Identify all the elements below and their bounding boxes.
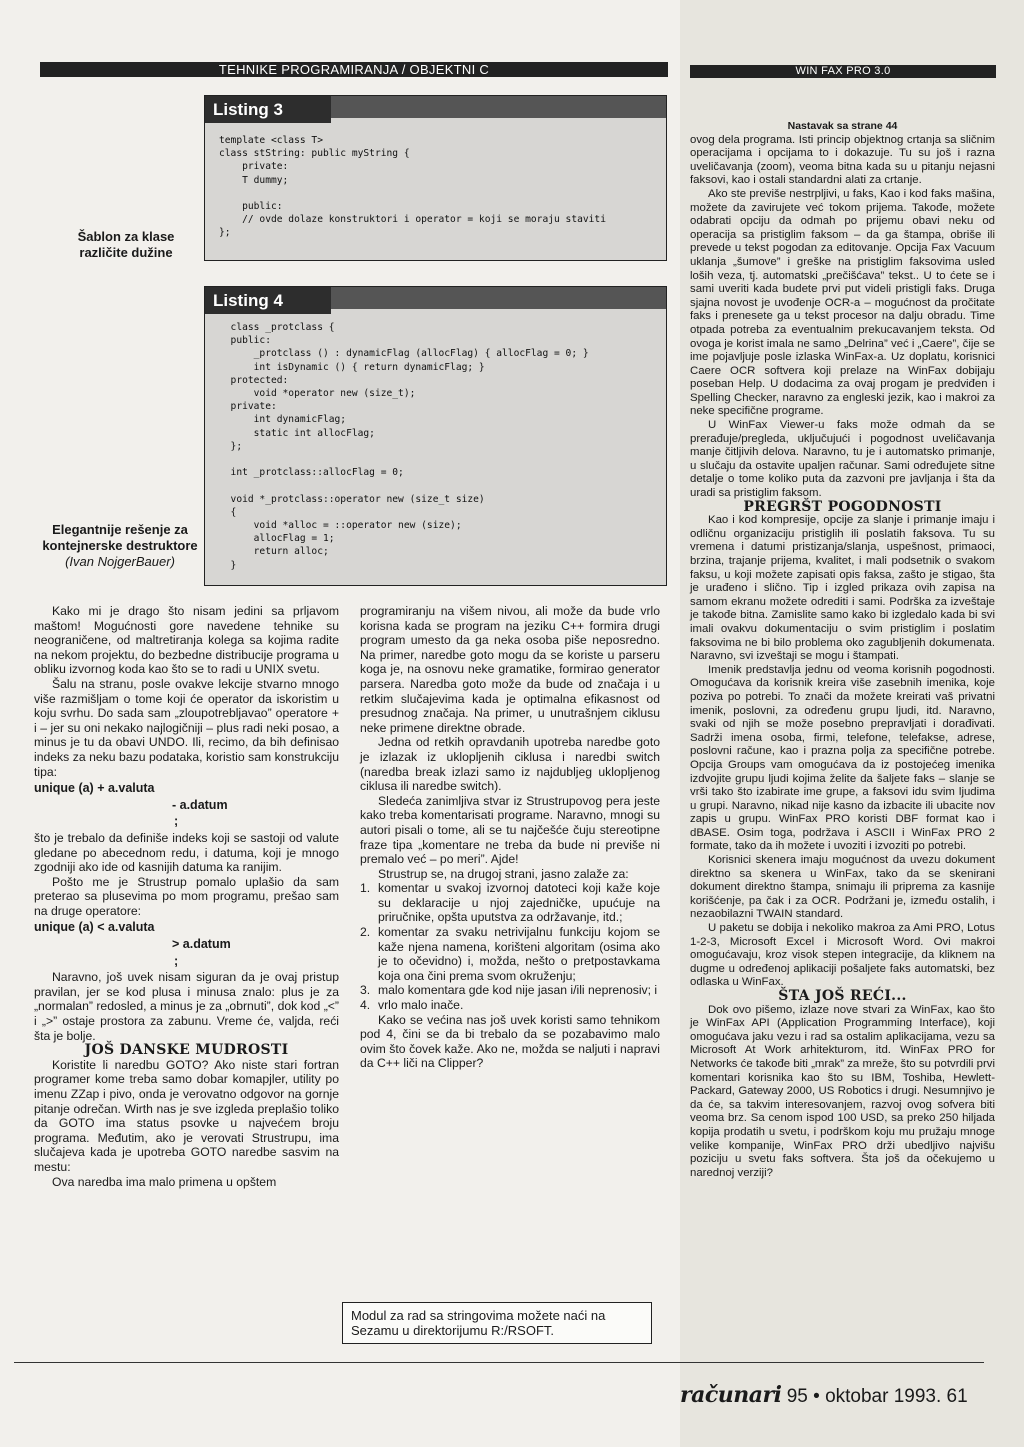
paragraph: U WinFax Viewer-u faks može odmah da se prerađuje/pregleda, uključujući i pogodnost uveličavanja manje čitljivih delova. Naravno, tu je i automatsko primanje, u slučaju da ostavite upaljen računar. Sami određujete sitne detalje o tome koliko puta da zazvoni pre javljanja i šta da uradi sa pristiglim faksom.: [690, 419, 995, 500]
paragraph: Pošto me je Strustrup pomalo uplašio da sam preterao sa plusevima po mom programu, prešao sam na druge operatore:: [34, 874, 339, 918]
paragraph: programiranju na višem nivou, ali može da bude vrlo korisna kada se program na jeziku C++ formira drugi program umesto da ga neka osoba piše neposredno. Na primer, naredbe goto mogu da se koriste u parseru koga je, na osnovu neke gramatike, formirao generator parsera. Naredba goto može da bude od značaja i u retkim slučajevima kada je optimalna efikasnost od presudnog značaja. Na primer, u unutrašnjem ciklusu neke primene direktne obrade.: [360, 604, 660, 735]
paragraph: Naravno, još uvek nisam siguran da je ovaj pristup pravilan, jer se kod plusa i minusa znalo: plus je za „normalan” redosled, a minus je za „obrnuti”, dok kod „<” i „>” ostaje prostora za zabunu. Vreme će, valjda, reći šta je bolje.: [34, 970, 339, 1043]
paragraph: Sledeća zanimljiva stvar iz Strustrupovog pera jeste kako treba komentarisati programe. Naravno, mnogi su autori pisali o tome, ali se tu najčešće čuju stereotipne fraze tipa „komentare ne treba da bude ni previše ni premalo već – po meri”. Ajde!: [360, 793, 660, 867]
section-heading: PREGRŠT POGODNOSTI: [743, 498, 942, 515]
section-header-left: TEHNIKE PROGRAMIRANJA / OBJEKTNI C: [40, 62, 668, 77]
right-text-column: [690, 120, 995, 1180]
page-footer: [680, 1382, 968, 1408]
caption-elegant-author: (Ivan NojgerBauer): [65, 554, 175, 569]
listing-3-title: Listing 3: [205, 96, 331, 123]
paragraph: Kako se većina nas još uvek koristi samo tehnikom pod 4, čini se da bi trebalo da se pozabavimo malo ovim što čovek kaže. Ako ne, možda se naljuti i napravi da C++ liči na Clipper?: [360, 1012, 660, 1071]
paragraph: Koristite li naredbu GOTO? Ako niste stari fortran programer kome treba samo dobar komapjler, utility po imenu ZZap i pivo, onda je verovatno odgovor na gornje pitanje odrečan. Wirth nas je sve izgleda preplašio toliko da GOTO ima status psovke u najvećem broju programa. Međutim, ako je verovati Strustrupu, ima slučajeva kada je upotreba GOTO naredbe sasvim na mestu:: [34, 1057, 339, 1174]
paragraph: Strustrup se, na drugoj strani, jasno zalaže za:: [378, 866, 629, 881]
listing-4-code: class _protclass { public: _protclass () : dynamicFlag (allocFlag) { allocFlag = 0; } int isDynamic () { return dynamicFlag; } protected: void *operator new (size_t); private: int dynamicFlag; static int allocFlag; }; int _protclass::allocFlag = 0; void *_protclass::operator new (size_t size) { void *alloc = ::operator new (size); allocFlag = 1; return alloc; }: [230, 322, 589, 571]
listing-4-title: Listing 4: [205, 287, 331, 314]
paragraph: Kao i kod kompresije, opcije za slanje i primanje imaju i odličnu organizaciju pristiglih ili poslatih faksova. Tu su vremena i datumi pristizanja/slanja, uspešnost, primaoci, brzina, trajanje prijema, kvalitet, i mali podsetnik o svakom faksu, u koji možete zapisati opis faksa, zašto je stigao, šta je urađeno i slično. Tip i izgled prikaza ovih zapisa na samom ekranu možete odrediti i sami. Podrška za izveštaje je takođe bitna. Zamislite samo kako bi izgledalo kada bi svi imali ovakvu dokumentaciju o svim pristiglim i poslatim faksovima ne bi bilo problema oko zagubljenih dokumenata. Naravno, svi izveštaji se mogu i štampati.: [690, 514, 995, 663]
footer-bullet: •: [813, 1386, 820, 1407]
paragraph: Jedna od retkih opravdanih upotreba naredbe goto je izlazak iz uklopljenih ciklusa i naredbi switch (naredba break izlazi samo iz najdubljeg uklopljenog ciklusa ili naredbe switch).: [360, 735, 660, 794]
code-line: unique (a) < a.valuta: [34, 920, 155, 935]
paragraph: Ova naredba ima malo primena u opštem: [52, 1174, 277, 1189]
listing-4-title-bar: [331, 287, 666, 309]
section-heading: ŠTA JOŠ REĆI...: [778, 988, 907, 1004]
paragraph: ovog dela programa. Isti princip objektnog crtanja sa sličnim operacijama i opcijama to i dokazuje. Tu su još i razna uveličavanja (zoom), veoma bitna kada su u pitanju nejasni faksovi, kao i ostali standardni alati za crtanje.: [690, 133, 995, 187]
paragraph: U paketu se dobija i nekoliko makroa za Ami PRO, Lotus 1-2-3, Microsoft Excel i Microsoft Word. Ovi makroi omogućavaju, kroz visok stepen integracije, da kliknem na dugme u određenoj aplikaciji pošaljete faks automatski, bez odlaska u WinFax.: [690, 922, 995, 989]
paragraph: Kako mi je drago što nisam jedini sa prljavom maštom! Mogućnosti gore navedene tehnike su neograničene, od maltretiranja kolega sa kojima radite na nekom projektu, do bezbedne distribucije programa u obliku izvornog koda kao što se to radi u UNIX svetu.: [34, 604, 339, 677]
code-line: unique (a) + a.valuta: [34, 781, 155, 796]
caption-sablon: Šablon za klase različite dužine: [77, 229, 175, 260]
footer-rule: [14, 1362, 984, 1363]
paragraph: Šalu na stranu, posle ovakve lekcije stvarno mnogo više razmišljam o tome koji će operator da iskoristim u koju svrhu. Do sada sam „zloupotrebljavao” operatore + i – jer su oni nekako najlogičniji – plus radi neki posao, a minus je tu da obavi UNDO. Ili, recimo, da bih definisao indeks za neku bazu podataka, koristio sam konstrukciju tipa:: [34, 676, 339, 779]
list-item: 4. vrlo malo inače.: [360, 998, 464, 1013]
note-box: Modul za rad sa stringovima možete naći na Sezamu u direktorijumu R:/RSOFT.: [342, 1302, 652, 1344]
code-line: ;: [174, 953, 179, 968]
listing-3-title-bar: [331, 96, 666, 118]
list-item: 1. komentar u svakoj izvornoj datoteci koji kaže koje su deklaracije u njoj zajedničke, upućuje na priručnike, opšta uputstva za održavanje, itd.;: [360, 881, 660, 925]
code-line: ;: [174, 814, 179, 829]
paragraph: Imenik predstavlja jednu od veoma korisnih pogodnosti. Omogućava da korisnik kreira više zasebnih imenika, koje poziva po potrebi. To znači da možete kreirati vaš privatni imenik, poslovni, za određenu grupu ljudi, itd. Naravno, svaki od njih se može posebno prepravljati i dorađivati. Sadrži imena osoba, firmi, telefone, telefakse, adrese, poslovni račune, kao i prazna polja za specifične potrebe. Opcija Groups vam omogućava da iz postojećeg imenika izdvojite grupu ljudi kojima želite da šaljete faks – slanje se vrši tako što izabirate ime grupe, a faksovi idu svim ljudima u grupi. Naravno, nikad nije kasno da izbacite ili ubacite nov zapis u grupu. WinFax PRO koristi DBF format kao i dBASE. Osim toga, podržava i ASCII i WinFax PRO 2 formate, tako da ih možete i uvoziti i izvoziti po potrebi.: [690, 663, 995, 853]
paragraph: što je trebalo da definiše indeks koji se sastoji od valute gledane po abecednom redu, i datuma, koji je mnogo zgodniji ako ide od kasnijih datuma ka ranijim.: [34, 830, 339, 875]
paragraph: Korisnici skenera imaju mogućnost da uvezu dokument direktno sa skenera u WinFax, tako da se skenirani dokument direktno štampa, snimaju ili priprema za kasnije korišćenje, pa čak i za OCR. Podržani je, između ostalih, i nezaobilazni TWAIN standard.: [690, 854, 995, 921]
list-item: 3. malo komentara gde kod nije jasan i/ili neprenosiv; i: [360, 983, 658, 998]
section-heading: JOŠ DANSKE MUDROSTI: [84, 1042, 289, 1059]
listing-3-box: [204, 95, 667, 261]
listing-4-box: [204, 286, 667, 586]
left-text-column: [34, 604, 339, 1189]
paragraph: Dok ovo pišemo, izlaze nove stvari za WinFax, kao što je WinFax API (Application Programming Interface), koji omogućava jaku vezu i rad sa ostalim aplikacijama, vezu sa Microsoft At Work arhitekturom, itd. WinFax PRO for Networks će takođe biti „mrak” za mreže, što su potvrdili prvi komentari korisnika kao što su IBM, Toshiba, Hewlett-Packard, Gateway 2000, US Robotics i drugi. Nesumnjivo je da će, sa takvim interesovanjem, razvoj ovog sofvera biti veoma brz. Sa cenom ispod 100 USD, sa preko 250 hiljada kopija prodatih u svetu, i podrškom koju mu pružaju mnoge velike kompanije, WinFax PRO drži ubedljivo najvišu poziciju u svetu faks softvera. Šta još da očekujemo u narednoj verziji?: [690, 1003, 995, 1179]
date-page: oktobar 1993. 61: [825, 1386, 968, 1407]
caption-elegant: [40, 522, 200, 570]
list-item: 2. komentar za svaku netrivijalnu funkciju kojom se kaže njena namena, korišteni algoritam (osima ako je to očevidno) i, možda, nešto o pretpostavkama koja ona čini prema svom okruženju;: [360, 925, 660, 983]
code-line: > a.datum: [172, 937, 231, 952]
middle-text-column: [360, 604, 660, 1071]
caption-elegant-text: Elegantnije rešenje za kontejnerske destruktore: [42, 522, 198, 553]
paragraph: Ako ste previše nestrpljivi, u faks, Kao i kod faks mašina, možete da zavirujete već tokom prijema. Takođe, možete odabrati opciju da odmah po prijemu obavi neku od operacija sa pristiglim faksom – da ga štampa, obriše ili prevede u tekst pogodan za editovanje. Opcija Fax Vacuum uklanja „šumove” i greške na pristiglim faksovima usled loših veza, tj. automatski „prečišćava” tekst.. U to ćete se i sami uveriti kada budete prvi put videli pristigli faks. Druga sjajna novost je uvođenje OCR-a – mogućnost da pročitate faks i prenesete ga u tekst procesor na dalju obradu. Time otpada potreba za eventualnim prekucavanjem teksta. Od ovoga je korist imala ne samo „Delrina” već i „Caere”, čije se ime pojavljuje posle izlaska WinFax-a. Uz doplatu, korisnici Caere OCR softvera koji prelaze na WinFax dobijaju poseban Help. U dodacima za ovaj progam je predviđen i Spelling Checker, naravno za engleski jezik, kao i makroi za neke specifične programe.: [690, 187, 995, 418]
listing-3-code: template <class T> class stString: public myString { private: T dummy; public: // ovde dolaze konstruktori i operator = koji se moraju staviti };: [219, 135, 606, 239]
magazine-logo: računari: [680, 1382, 782, 1408]
code-line: - a.datum: [172, 797, 228, 812]
issue-number: 95: [786, 1386, 808, 1407]
section-header-right: WIN FAX PRO 3.0: [690, 65, 996, 78]
continuation-note: Nastavak sa strane 44: [787, 120, 898, 132]
